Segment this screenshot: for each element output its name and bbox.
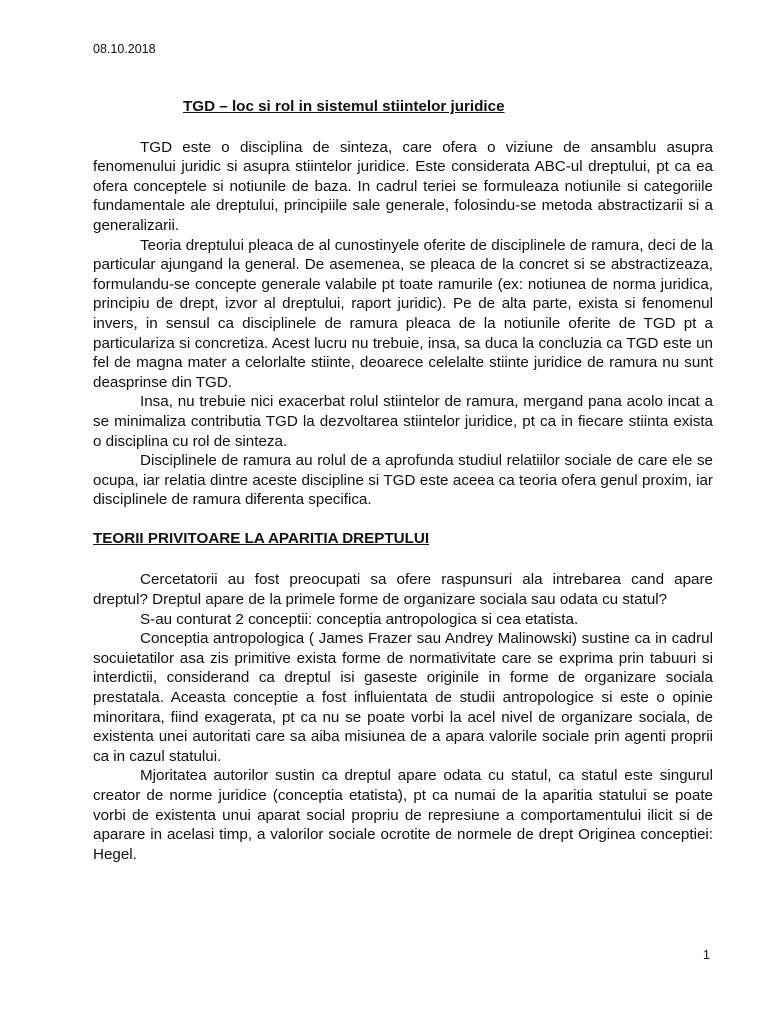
- paragraph: Cercetatorii au fost preocupati sa ofere raspunsuri ala intrebarea cand apare dreptul? Dreptul apare de la primele forme de organizare sociala sau odata cu statul?: [93, 571, 713, 609]
- document-title: TGD – loc si rol in sistemul stiintelor juridice: [183, 98, 505, 115]
- paragraph: Disciplinele de ramura au rolul de a aprofunda studiul relatiilor sociale de care ele se ocupa, iar relatia dintre aceste discipline si TGD este aceea ca teoria ofera genul proxim, iar disciplinele de ramura diferenta specifica.: [93, 452, 713, 509]
- paragraph: TGD este o disciplina de sinteza, care ofera o viziune de ansamblu asupra fenomenului juridic si asupra stiintelor juridice. Este considerata ABC-ul dreptului, pt ca ea ofera conceptele si notiunile de baza. In cadrul teriei se formuleaza notiunile si categoriile fundamentale ale dreptului, principiile sale generale, folosindu-se metoda abstractizarii si a generalizarii.: [93, 138, 713, 234]
- page-number: 1: [703, 948, 710, 962]
- paragraph: Mjoritatea autorilor sustin ca dreptul apare odata cu statul, ca statul este singurul creator de norme juridice (conceptia etatista), pt ca numai de la aparitia statului se poate vorbi de existenta unui aparat social propriu de represiune a comportamentului ilicit si de aparare in acelasi timp, a valorilor sociale ocrotite de normele de drept Originea conceptiei: Hegel.: [93, 767, 713, 863]
- section-heading: TEORII PRIVITOARE LA APARITIA DREPTULUI: [93, 529, 430, 547]
- paragraph: S-au conturat 2 conceptii: conceptia antropologica si cea etatista.: [140, 610, 579, 628]
- paragraph: Teoria dreptului pleaca de al cunostinyele oferite de disciplinele de ramura, deci de la particular ajungand la general. De asemenea, se pleaca de la concret si se abstractizeaza, formulandu-se concepte generale valabile pt toate ramurile (ex: notiunea de norma juridica, principiu de drept, izvor al dreptului, raport juridic). Pe de alta parte, exista si fenomenul invers, in sensul ca disciplinele de ramura pleaca de la notiunile oferite de TGD pt a particulariza si concretiza. Acest lucru nu trebuie, insa, sa duca la concluzia ca TGD este un fel de magna mater a celorlalte stiinte, deoarece celelalte stiinte juridice de ramura nu sunt deasprinse din TGD.: [93, 236, 713, 391]
- document-date: 08.10.2018: [93, 42, 156, 56]
- document-body: [93, 97, 713, 864]
- paragraph: Conceptia antropologica ( James Frazer sau Andrey Malinowski) sustine ca in cadrul socuietatilor asa zis primitive exista forme de normativitate care se exprima prin tabuuri si interdictii, considerand ca dreptul isi gaseste originile in forme de organizare sociala prestatala. Aceasta conceptie a fost influientata de studii antropologice si este o opinie minoritara, fiind exagerata, pt ca nu se poate vorbi la acel nivel de organizare sociala, de existenta unei autoritati care sa aiba misiunea de a apara valorile sociale prin agenti proprii ca in cazul statului.: [93, 630, 713, 765]
- paragraph: Insa, nu trebuie nici exacerbat rolul stiintelor de ramura, mergand pana acolo incat a se minimaliza contributia TGD la dezvoltarea stiintelor juridice, pt ca in fiecare stiinta exista o disciplina cu rol de sinteza.: [93, 393, 713, 450]
